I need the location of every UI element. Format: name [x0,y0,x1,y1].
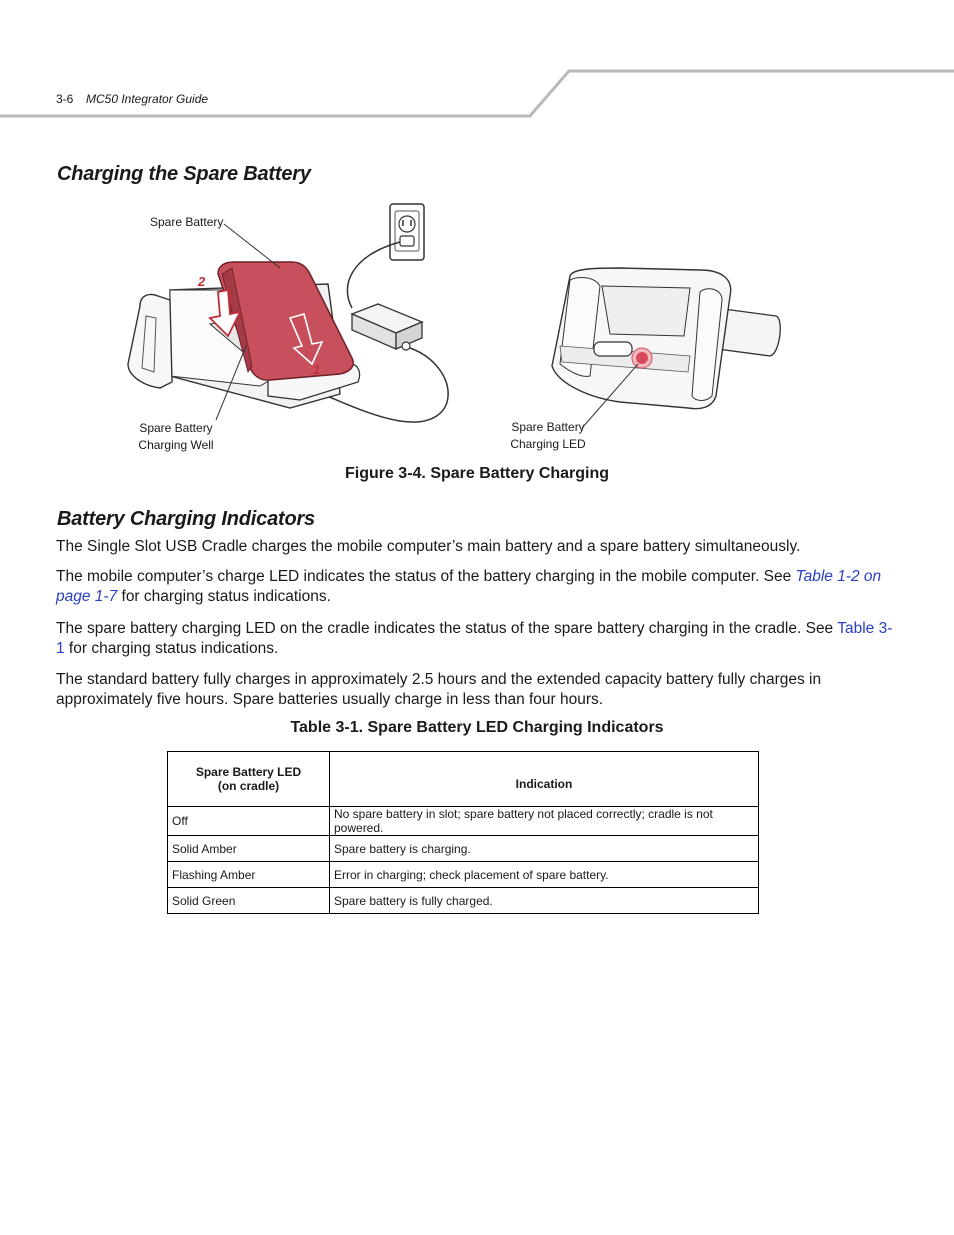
section-heading-indicators: Battery Charging Indicators [57,508,315,530]
cell-led-state: Solid Amber [168,836,330,862]
table-header-row [168,752,759,807]
table-row [168,862,759,888]
power-adapter-icon [352,304,422,350]
paragraph-4: The standard battery fully charges in approximately 2.5 hours and the extended capacity battery fully charges in approximately five hours. Spare batteries usually charge in less than four hours. [56,671,822,708]
led-indicator-table [167,751,759,914]
figure-caption: Figure 3-4. Spare Battery Charging [344,465,610,482]
link-table-3-1[interactable]: Table 3-1 [56,620,893,657]
link-table-1-2[interactable]: Table 1-2 on page 1-7 [56,568,882,605]
guide-title: MC50 Integrator Guide [86,92,209,106]
callout-charging-well: Spare Battery Charging Well [138,421,214,452]
table-row [168,888,759,914]
cell-indication: Spare battery is fully charged. [330,888,759,914]
page-number: 3-6 [56,92,74,106]
cell-led-state: Solid Green [168,888,330,914]
wall-outlet-icon [390,204,424,260]
spare-battery-figure [100,196,820,458]
cell-led-state: Off [168,807,330,836]
callout-spare-battery: Spare Battery [150,215,224,229]
paragraph-2: The mobile computer’s charge LED indicates the status of the battery charging in the mobile computer. See Table 1-2 on page 1-7 for charging status indications. [56,568,882,605]
table-caption: Table 3-1. Spare Battery LED Charging Indicators [290,719,664,736]
cell-indication: Spare battery is charging. [330,836,759,862]
table-row [168,836,759,862]
header-indication: Indication [330,752,759,807]
cell-indication: Error in charging; check placement of spare battery. [330,862,759,888]
cell-indication: No spare battery in slot; spare battery not placed correctly; cradle is not powered. [330,807,759,836]
paragraph-3: The spare battery charging LED on the cradle indicates the status of the spare battery charging in the cradle. See Table 3-1 for charging status indications. [56,620,893,657]
table-row [168,807,759,836]
header-led: Spare Battery LED (on cradle) [168,752,330,807]
paragraph-1: The Single Slot USB Cradle charges the mobile computer’s main battery and a spare battery simultaneously. [56,538,801,555]
section-heading-charging: Charging the Spare Battery [57,163,311,185]
charging-led-icon [632,348,652,368]
cell-led-state: Flashing Amber [168,862,330,888]
step-1-label: 1 [313,362,321,377]
charging-illustration [100,196,820,458]
cradle-right-icon [552,268,780,409]
step-2-label: 2 [198,274,206,289]
callout-charging-led: Spare Battery Charging LED [510,420,586,451]
